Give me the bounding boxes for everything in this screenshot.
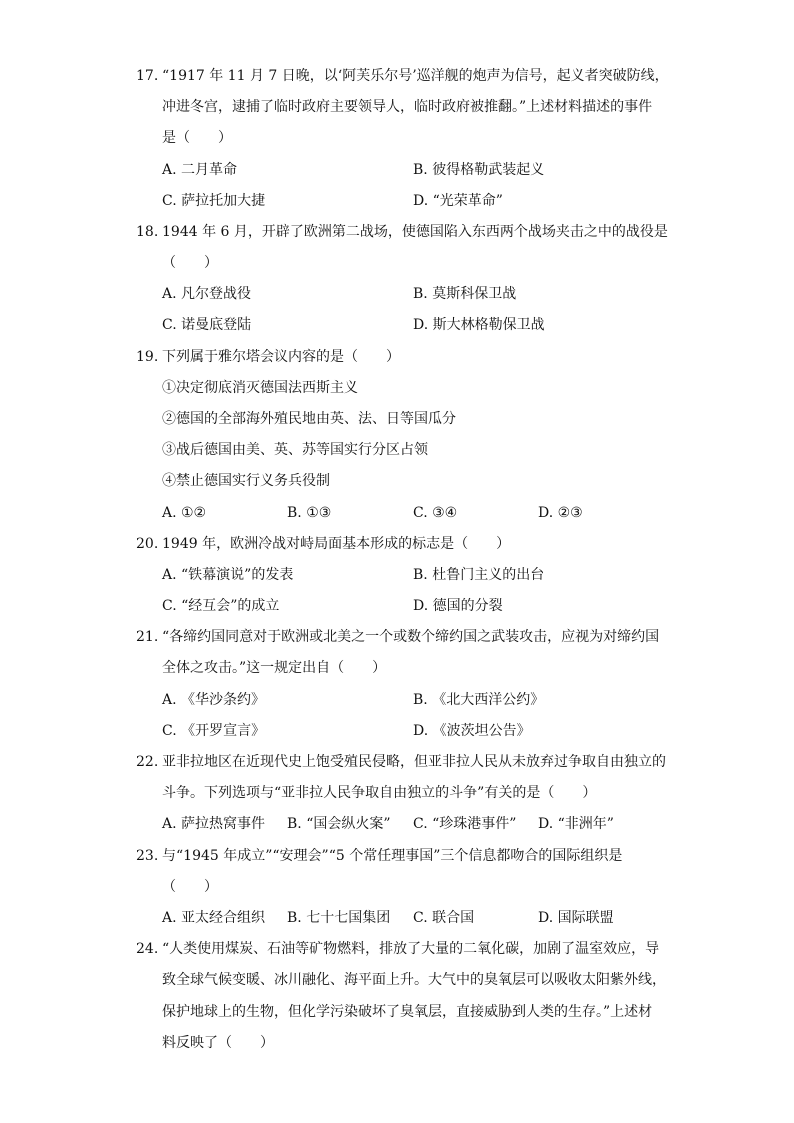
question-23-line-1: 与“1945 年成立”“安理会”“5 个常任理事国”三个信息都吻合的国际组织是 <box>162 848 623 864</box>
question-22-line-1: 亚非拉地区在近现代史上饱受殖民侵略，但亚非拉人民从未放弃过争取自由独立的 <box>162 754 666 770</box>
question-19-option-a: A. ①② <box>162 505 207 521</box>
question-17-option-d: D. “光荣革命” <box>413 193 503 209</box>
question-22-option-b: B. “国会纵火案” <box>287 816 391 832</box>
question-24-line-3: 保护地球上的生物，但化学污染破坏了臭氧层，直接威胁到人类的生存。”上述材 <box>162 1004 653 1020</box>
question-17-option-a: A. 二月革命 <box>162 162 238 178</box>
question-18-number: 18. <box>136 224 159 240</box>
question-22-option-a: A. 萨拉热窝事件 <box>162 816 266 832</box>
question-24-line-2: 致全球气候变暖、冰川融化、海平面上升。大气中的臭氧层可以吸收太阳紫外线， <box>162 972 666 988</box>
question-20-option-d: D. 德国的分裂 <box>413 598 503 614</box>
question-23-option-b: B. 七十七国集团 <box>287 910 391 926</box>
question-19-statement-2: ②德国的全部海外殖民地由英、法、日等国瓜分 <box>162 411 456 427</box>
question-19-line-1: 下列属于雅尔塔会议内容的是（ ） <box>162 349 400 365</box>
question-22-option-c: C. “珍珠港事件” <box>413 816 517 832</box>
question-17-option-b: B. 彼得格勒武装起义 <box>413 162 545 178</box>
question-23-line-2: （ ） <box>162 879 218 895</box>
question-20-line-1: 1949 年，欧洲冷战对峙局面基本形成的标志是（ ） <box>162 536 511 552</box>
question-19-number: 19. <box>136 349 159 365</box>
question-24-line-4: 料反映了（ ） <box>162 1035 274 1051</box>
question-19-option-b: B. ①③ <box>287 505 332 521</box>
question-19-option-d: D. ②③ <box>538 505 583 521</box>
question-18-option-d: D. 斯大林格勒保卫战 <box>413 317 545 333</box>
question-20-option-b: B. 杜鲁门主义的出台 <box>413 567 545 583</box>
question-17-line-2: 冲进冬宫，逮捕了临时政府主要领导人，临时政府被推翻。”上述材料描述的事件 <box>162 99 653 115</box>
question-21-option-d: D. 《波茨坦公告》 <box>413 723 531 739</box>
question-18-option-b: B. 莫斯科保卫战 <box>413 286 517 302</box>
question-17-option-c: C. 萨拉托加大捷 <box>162 193 266 209</box>
question-21-line-1: “各缔约国同意对于欧洲或北美之一个或数个缔约国之武装攻击，应视为对缔约国 <box>162 629 660 645</box>
question-17-line-3: 是（ ） <box>162 130 232 146</box>
question-19-option-c: C. ③④ <box>413 505 458 521</box>
question-21-number: 21. <box>136 629 159 645</box>
question-23-option-a: A. 亚太经合组织 <box>162 910 266 926</box>
question-19-statement-4: ④禁止德国实行义务兵役制 <box>162 473 330 489</box>
question-19-statement-3: ③战后德国由美、英、苏等国实行分区占领 <box>162 442 428 458</box>
question-23-number: 23. <box>136 848 159 864</box>
question-20-option-c: C. “经互会”的成立 <box>162 598 280 614</box>
question-17-line-1: “1917 年 11 月 7 日晚，以‘阿芙乐尔号’巡洋舰的炮声为信号，起义者突破防线， <box>162 68 669 84</box>
question-22-option-d: D. “非洲年” <box>538 816 614 832</box>
question-19-statement-1: ①决定彻底消灭德国法西斯主义 <box>162 380 358 396</box>
question-18-line-1: 1944 年 6 月，开辟了欧洲第二战场，使德国陷入东西两个战场夹击之中的战役是 <box>162 224 668 240</box>
question-21-line-2: 全体之攻击。”这一规定出自（ ） <box>162 660 387 676</box>
question-21-option-a: A. 《华沙条约》 <box>162 692 266 708</box>
question-21-option-c: C. 《开罗宣言》 <box>162 723 266 739</box>
question-17-number: 17. <box>136 68 159 84</box>
question-22-number: 22. <box>136 754 159 770</box>
question-18-option-c: C. 诺曼底登陆 <box>162 317 252 333</box>
question-21-option-b: B. 《北大西洋公约》 <box>413 692 545 708</box>
question-18-line-2: （ ） <box>162 255 218 271</box>
question-18-option-a: A. 凡尔登战役 <box>162 286 252 302</box>
question-22-line-2: 斗争。下列选项与“亚非拉人民争取自由独立的斗争”有关的是（ ） <box>162 785 597 801</box>
question-23-option-d: D. 国际联盟 <box>538 910 614 926</box>
question-20-number: 20. <box>136 536 159 552</box>
question-20-option-a: A. “铁幕演说”的发表 <box>162 567 294 583</box>
question-24-number: 24. <box>136 941 159 957</box>
question-24-line-1: “人类使用煤炭、石油等矿物燃料，排放了大量的二氧化碳，加剧了温室效应，导 <box>162 941 660 957</box>
question-23-option-c: C. 联合国 <box>413 910 475 926</box>
